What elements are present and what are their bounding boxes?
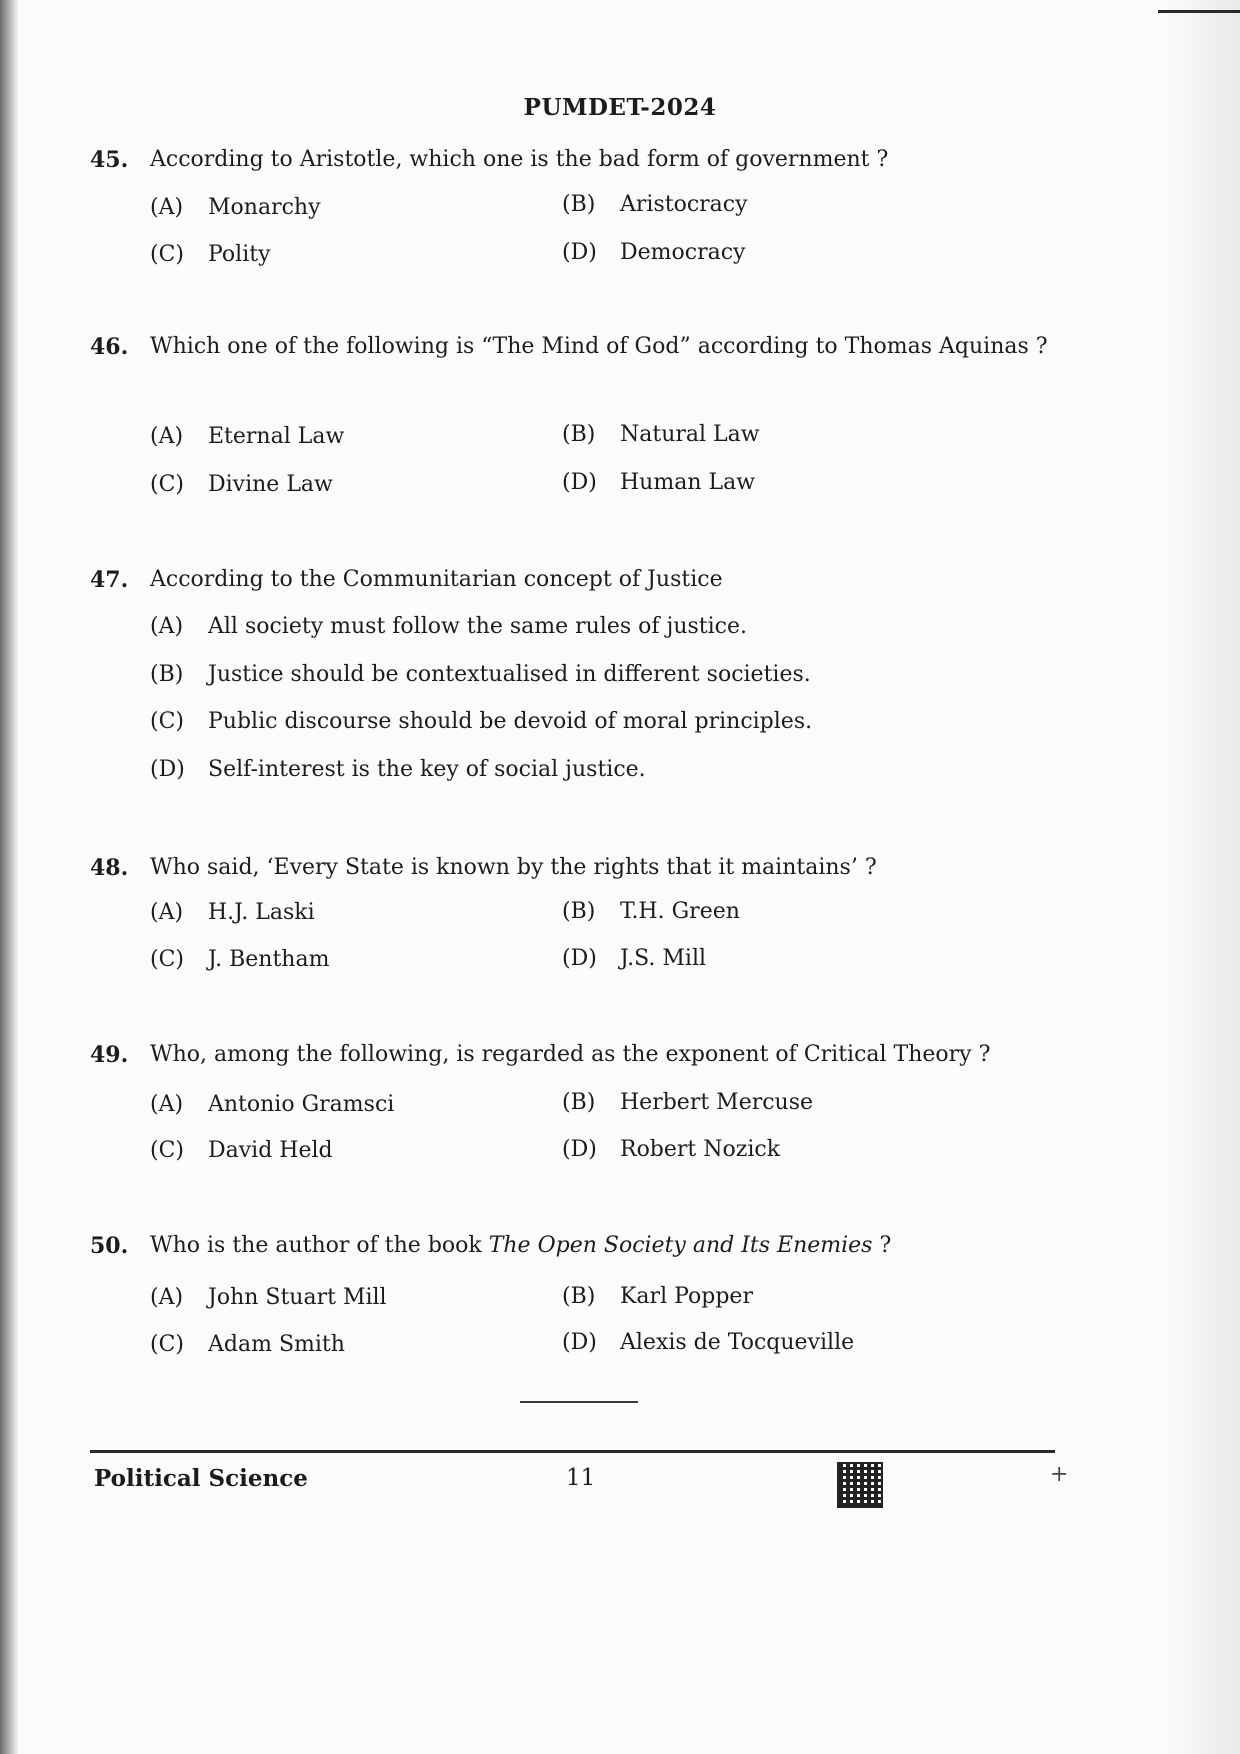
qr-code-icon (837, 1462, 883, 1508)
scan-left-edge (0, 0, 18, 1754)
book-title: The Open Society and Its Enemies (488, 1233, 873, 1258)
question-48 (90, 851, 1060, 885)
question-number: 48. (90, 855, 129, 881)
question-45 (90, 143, 1060, 177)
question-47 (90, 563, 1060, 597)
option-46-b: (B) Natural Law (562, 422, 760, 447)
option-46-d: (D) Human Law (562, 470, 756, 495)
option-47-a: (A) All society must follow the same rules of justice. (150, 614, 748, 639)
option-45-d: (D) Democracy (562, 240, 746, 265)
option-48-b: (B) T.H. Green (562, 899, 740, 924)
option-46-a: (A) Eternal Law (150, 424, 345, 449)
question-number: 47. (90, 567, 129, 593)
option-50-c: (C) Adam Smith (150, 1332, 345, 1357)
option-46-c: (C) Divine Law (150, 472, 333, 497)
option-47-d: (D) Self-interest is the key of social justice. (150, 757, 646, 782)
footer-subject: Political Science (94, 1465, 308, 1492)
option-47-c: (C) Public discourse should be devoid of moral principles. (150, 709, 813, 734)
option-47-b: (B) Justice should be contextualised in different societies. (150, 662, 811, 687)
question-text: Who said, ‘Every State is known by the rights that it maintains’ ? (150, 855, 877, 880)
option-45-b: (B) Aristocracy (562, 192, 748, 217)
option-48-c: (C) J. Bentham (150, 947, 330, 972)
option-45-a: (A) Monarchy (150, 195, 321, 220)
end-rule (520, 1401, 638, 1403)
page-number: 11 (566, 1465, 596, 1491)
question-text: Which one of the following is “The Mind of God” according to Thomas Aquinas ? (150, 334, 1048, 359)
question-number: 49. (90, 1042, 129, 1068)
question-number: 46. (90, 334, 129, 360)
question-number: 45. (90, 147, 129, 173)
question-text: Who is the author of the book The Open Society and Its Enemies ? (150, 1233, 892, 1258)
option-48-d: (D) J.S. Mill (562, 946, 707, 971)
option-50-b: (B) Karl Popper (562, 1284, 753, 1309)
question-text: Who, among the following, is regarded as the exponent of Critical Theory ? (150, 1042, 991, 1067)
option-49-c: (C) David Held (150, 1138, 333, 1163)
option-50-d: (D) Alexis de Tocqueville (562, 1330, 855, 1355)
registration-mark: + (1050, 1462, 1069, 1487)
option-49-d: (D) Robert Nozick (562, 1137, 781, 1162)
option-48-a: (A) H.J. Laski (150, 900, 315, 925)
question-46 (90, 330, 1060, 364)
option-49-a: (A) Antonio Gramsci (150, 1092, 395, 1117)
question-49 (90, 1038, 1060, 1072)
option-45-c: (C) Polity (150, 242, 271, 267)
question-text: According to Aristotle, which one is the bad form of government ? (150, 147, 889, 172)
question-text: According to the Communitarian concept of Justice (150, 567, 723, 592)
option-49-b: (B) Herbert Mercuse (562, 1090, 814, 1115)
question-50 (90, 1229, 1060, 1263)
page-title: PUMDET-2024 (523, 94, 717, 121)
footer-rule (90, 1450, 1055, 1453)
scan-top-line (1158, 10, 1240, 13)
option-50-a: (A) John Stuart Mill (150, 1285, 387, 1310)
scan-right-edge (1160, 0, 1240, 1754)
question-number: 50. (90, 1233, 129, 1259)
